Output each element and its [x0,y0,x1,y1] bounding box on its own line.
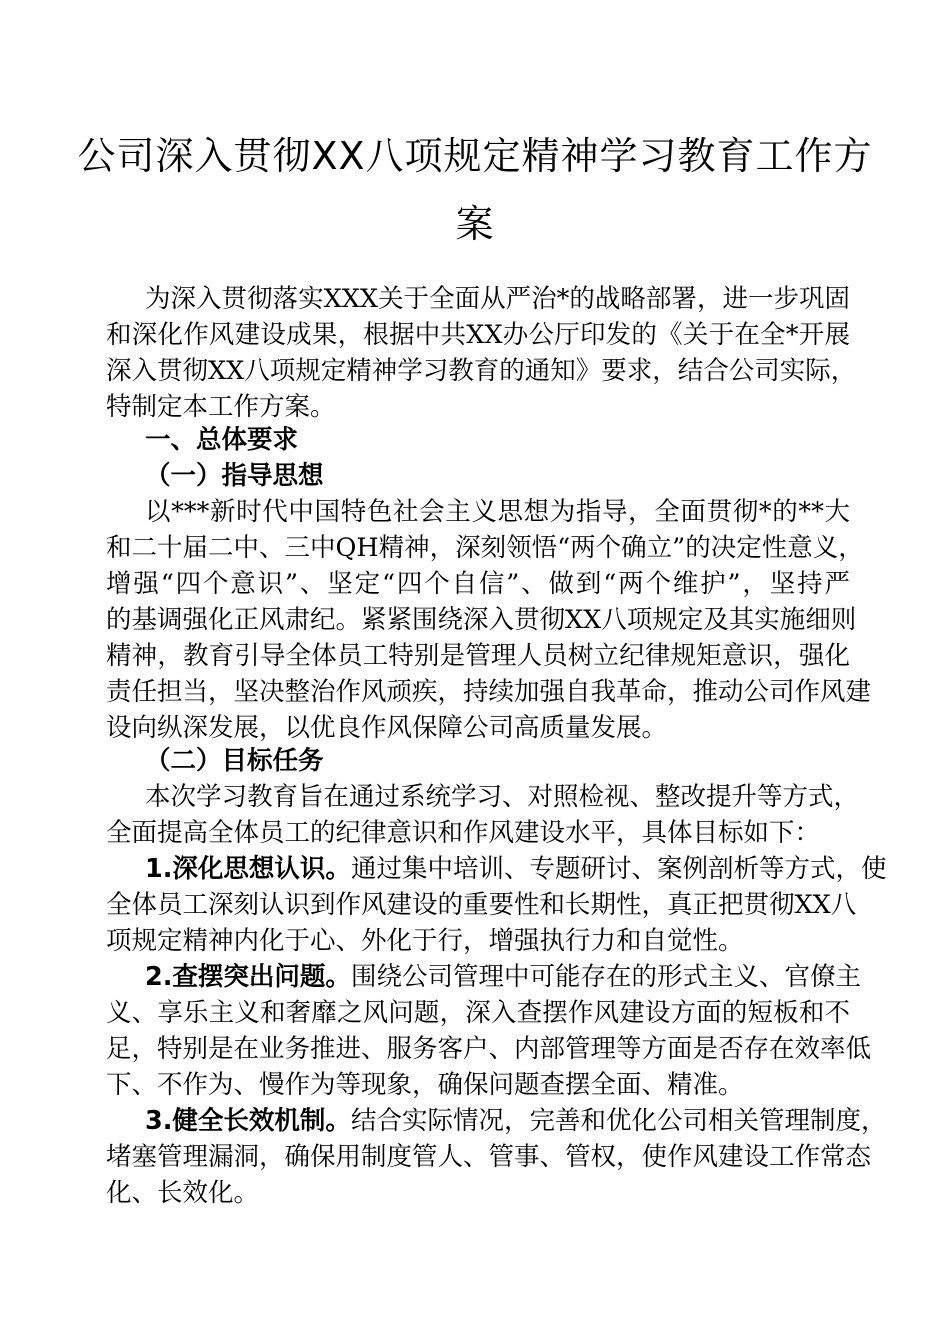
item-3-label: 3.健全长效机制。 [145,1106,351,1136]
item-2-first-line [145,959,861,995]
item-1-line-2: 全体员工深刻认识到作风建设的重要性和长期性，真正把贯彻XX八 [106,890,857,920]
intro-line-1: 为深入贯彻落实XXX关于全面从严治*的战略部署，进一步巩固 [145,284,850,314]
item-1-text: 通过集中培训、专题研讨、案例剖析等方式，使 [350,854,887,884]
subsection-heading-target: （二）目标任务 [145,746,324,776]
item-1-line-3: 项规定精神内化于心、外化于行，增强执行力和自觉性。 [106,926,744,956]
guiding-line-6: 责任担当，坚决整治作风顽疾，持续加强自我革命，推动公司作风建 [106,677,872,707]
item-3-first-line [145,1103,887,1139]
intro-line-4: 特制定本工作方案。 [106,392,336,422]
item-2-line-2: 义、享乐主义和奢靡之风问题，深入查摆作风建设方面的短板和不 [106,998,850,1028]
item-1-first-line [145,851,887,887]
document-title-line-1: 公司深入贯彻XX八项规定精神学习教育工作方 [77,134,873,178]
guiding-line-3: 增强“四个意识”、坚定“四个自信”、做到“两个维护”，坚持严 [106,569,850,599]
subsection-heading-guiding: （一）指导思想 [145,461,324,491]
item-3-text: 结合实际情况，完善和优化公司相关管理制度， [350,1106,887,1136]
item-2-line-3: 足，特别是在业务推进、服务客户、内部管理等方面是否存在效率低 [106,1034,872,1064]
item-3-line-3: 化、长效化。 [106,1178,260,1208]
item-3-line-2: 堵塞管理漏洞，确保用制度管人、管事、管权，使作风建设工作常态 [106,1142,872,1172]
guiding-line-5: 精神，教育引导全体员工特别是管理人员树立纪律规矩意识，强化 [106,641,850,671]
item-2-line-4: 下、不作为、慢作为等现象，确保问题查摆全面、精准。 [106,1070,744,1100]
target-line-2: 全面提高全体员工的纪律意识和作风建设水平，具体目标如下： [106,818,821,848]
guiding-line-7: 设向纵深发展，以优良作风保障公司高质量发展。 [106,713,668,743]
section-heading-1: 一、总体要求 [145,425,299,455]
item-2-label: 2.查摆突出问题。 [145,962,351,992]
guiding-line-4: 的基调强化正风肃纪。紧紧围绕深入贯彻XX八项规定及其实施细则 [106,605,857,635]
item-2-text: 围绕公司管理中可能存在的形式主义、官僚主 [350,962,861,992]
document-title-line-2: 案 [455,202,495,246]
target-line-1: 本次学习教育旨在通过系统学习、对照检视、整改提升等方式， [145,782,860,812]
intro-line-2: 和深化作风建设成果，根据中共XX办公厅印发的《关于在全*开展 [106,320,850,350]
intro-line-3: 深入贯彻XX八项规定精神学习教育的通知》要求，结合公司实际， [106,356,857,386]
item-1-label: 1.深化思想认识。 [145,854,351,884]
guiding-line-1: 以***新时代中国特色社会主义思想为指导，全面贯彻*的**大 [145,497,850,527]
guiding-line-2: 和二十届二中、三中QH精神，深刻领悟“两个确立”的决定性意义， [106,533,864,563]
